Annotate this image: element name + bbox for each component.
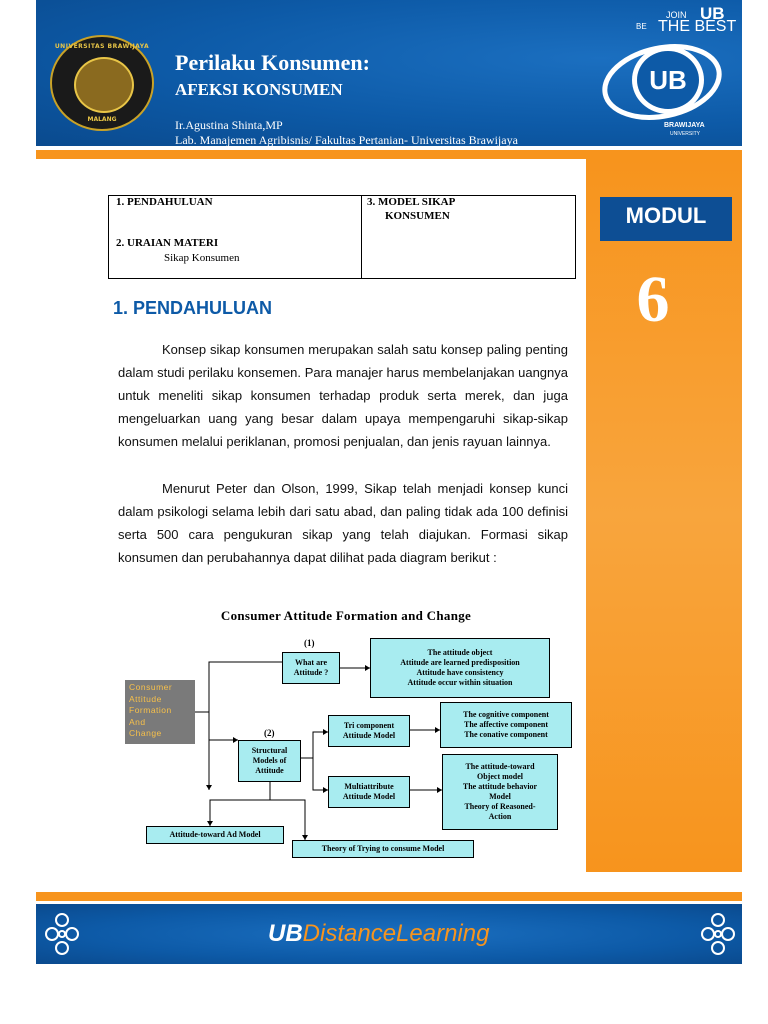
ad-model-label: Attitude-toward Ad Model — [169, 830, 261, 839]
structural-line-3: Attitude — [255, 766, 284, 775]
diagram-multi-detail-box — [442, 754, 558, 830]
attobj-line-1: The attitude object — [427, 648, 493, 657]
diagram-structural-box — [238, 740, 301, 782]
multi-detail-line-1: The attitude-toward — [465, 762, 535, 771]
trying-label: Theory of Trying to consume Model — [321, 844, 445, 853]
diagram-tri-detail-box — [440, 702, 572, 748]
what-line-2: Attitude ? — [293, 668, 329, 677]
page-subtitle: AFEKSI KONSUMEN — [175, 80, 343, 99]
tri-line-2: Attitude Model — [342, 731, 396, 740]
diagram-label-1: (1) — [304, 638, 315, 648]
toc-subitem-sikap: Sikap Konsumen — [164, 252, 240, 264]
diagram-title: Consumer Attitude Formation and Change — [220, 608, 472, 623]
seal-text-top: UNIVERSITAS BRAWIJAYA — [54, 43, 150, 50]
paragraph-1: Konsep sikap konsumen merupakan salah satu konsep paling penting dalam studi perilaku konsemen. Para manajer harus membelanjakan uangnya untuk meneliti sikap konsumen terhadap produk serta merek, dan juga mengeluarkan uang yang besar dalam upaya mempengaruhi sikap-sikap konsumen melalui periklanan, promosi penjualan, dan jenis rayuan lainnya. — [118, 342, 568, 449]
seal-text-bottom: MALANG — [87, 116, 117, 123]
ornament-left-icon — [40, 906, 84, 962]
diagram-consumer-box — [125, 680, 195, 744]
author-name: Ir.Agustina Shinta,MP — [175, 118, 283, 132]
diagram-ad-model-box — [146, 826, 284, 844]
ub-caption-university: UNIVERSITY — [670, 131, 701, 137]
attobj-line-2: Attitude are learned predisposition — [400, 658, 520, 667]
multi-line-2: Attitude Model — [342, 792, 396, 801]
diagram-what-box — [282, 652, 340, 684]
footer-brand-ub: UB — [268, 920, 303, 947]
slogan-the-best: THE BEST — [658, 18, 737, 35]
diagram-attitude-object-box — [370, 638, 550, 698]
consumer-line-4: And — [129, 716, 146, 727]
tri-detail-line-2: The affective component — [464, 720, 548, 729]
attobj-line-3: Attitude have consistency — [416, 668, 504, 677]
slogan-ub: UB — [700, 4, 725, 23]
footer-stripe — [36, 892, 742, 901]
structural-line-2: Models of — [252, 756, 287, 765]
tri-detail-line-1: The cognitive component — [463, 710, 549, 719]
ornament-right-icon — [696, 906, 740, 962]
structural-line-1: Structural — [251, 746, 288, 755]
slogan-join: JOIN — [666, 10, 687, 20]
tri-detail-line-3: The conative component — [464, 730, 548, 739]
what-line-1: What are — [294, 658, 328, 667]
modul-label: MODUL — [625, 203, 707, 228]
consumer-line-3: Formation — [129, 705, 172, 715]
ub-logo-text: UB — [649, 65, 687, 95]
diagram-trying-box — [292, 840, 474, 858]
toc-item-pendahuluan: 1. PENDAHULUAN — [116, 196, 213, 208]
multi-detail-line-6: Action — [488, 812, 512, 821]
multi-detail-line-2: Object model — [477, 772, 523, 781]
multi-detail-line-4: Model — [489, 792, 511, 801]
multi-detail-line-3: The attitude behavior — [462, 782, 538, 791]
toc-item-model-sikap: 3. MODEL SIKAP — [367, 196, 456, 208]
section-heading: 1. PENDAHULUAN — [113, 298, 273, 318]
tri-line-1: Tri component — [343, 721, 395, 730]
diagram-tri-box — [328, 715, 410, 747]
consumer-line-5: Change — [129, 728, 162, 738]
paragraph-2: Menurut Peter dan Olson, 1999, Sikap telah menjadi konsep kunci dalam psikologi selama lebih dari satu abad, dan paling tidak ada 100 definisi serta 500 cara pengukuran sikap yang telah diajukan. Formasi sikap konsumen dan perubahannya dapat dilihat pada diagram berikut : — [118, 481, 568, 565]
ub-caption-brawijaya: BRAWIJAYA — [664, 122, 705, 129]
attobj-line-4: Attitude occur within situation — [407, 678, 513, 687]
footer-brand — [268, 920, 489, 948]
modul-number: 6 — [636, 263, 670, 336]
slogan-be: BE — [636, 22, 647, 31]
multi-detail-line-5: Theory of Reasoned- — [464, 802, 536, 811]
multi-line-1: Multiattribute — [344, 782, 394, 791]
toc-item-uraian-materi: 2. URAIAN MATERI — [116, 237, 219, 249]
consumer-line-1: Consumer — [129, 682, 173, 692]
toc-item-model-sikap-cont: KONSUMEN — [385, 210, 450, 222]
footer-brand-rest: DistanceLearning — [302, 920, 490, 947]
consumer-line-2: Attitude — [129, 693, 162, 704]
diagram-label-2: (2) — [264, 728, 275, 738]
page-title: Perilaku Konsumen: — [175, 50, 370, 75]
author-affiliation: Lab. Manajemen Agribisnis/ Fakultas Pertanian- Universitas Brawijaya — [175, 133, 518, 147]
diagram-multi-box — [328, 776, 410, 808]
